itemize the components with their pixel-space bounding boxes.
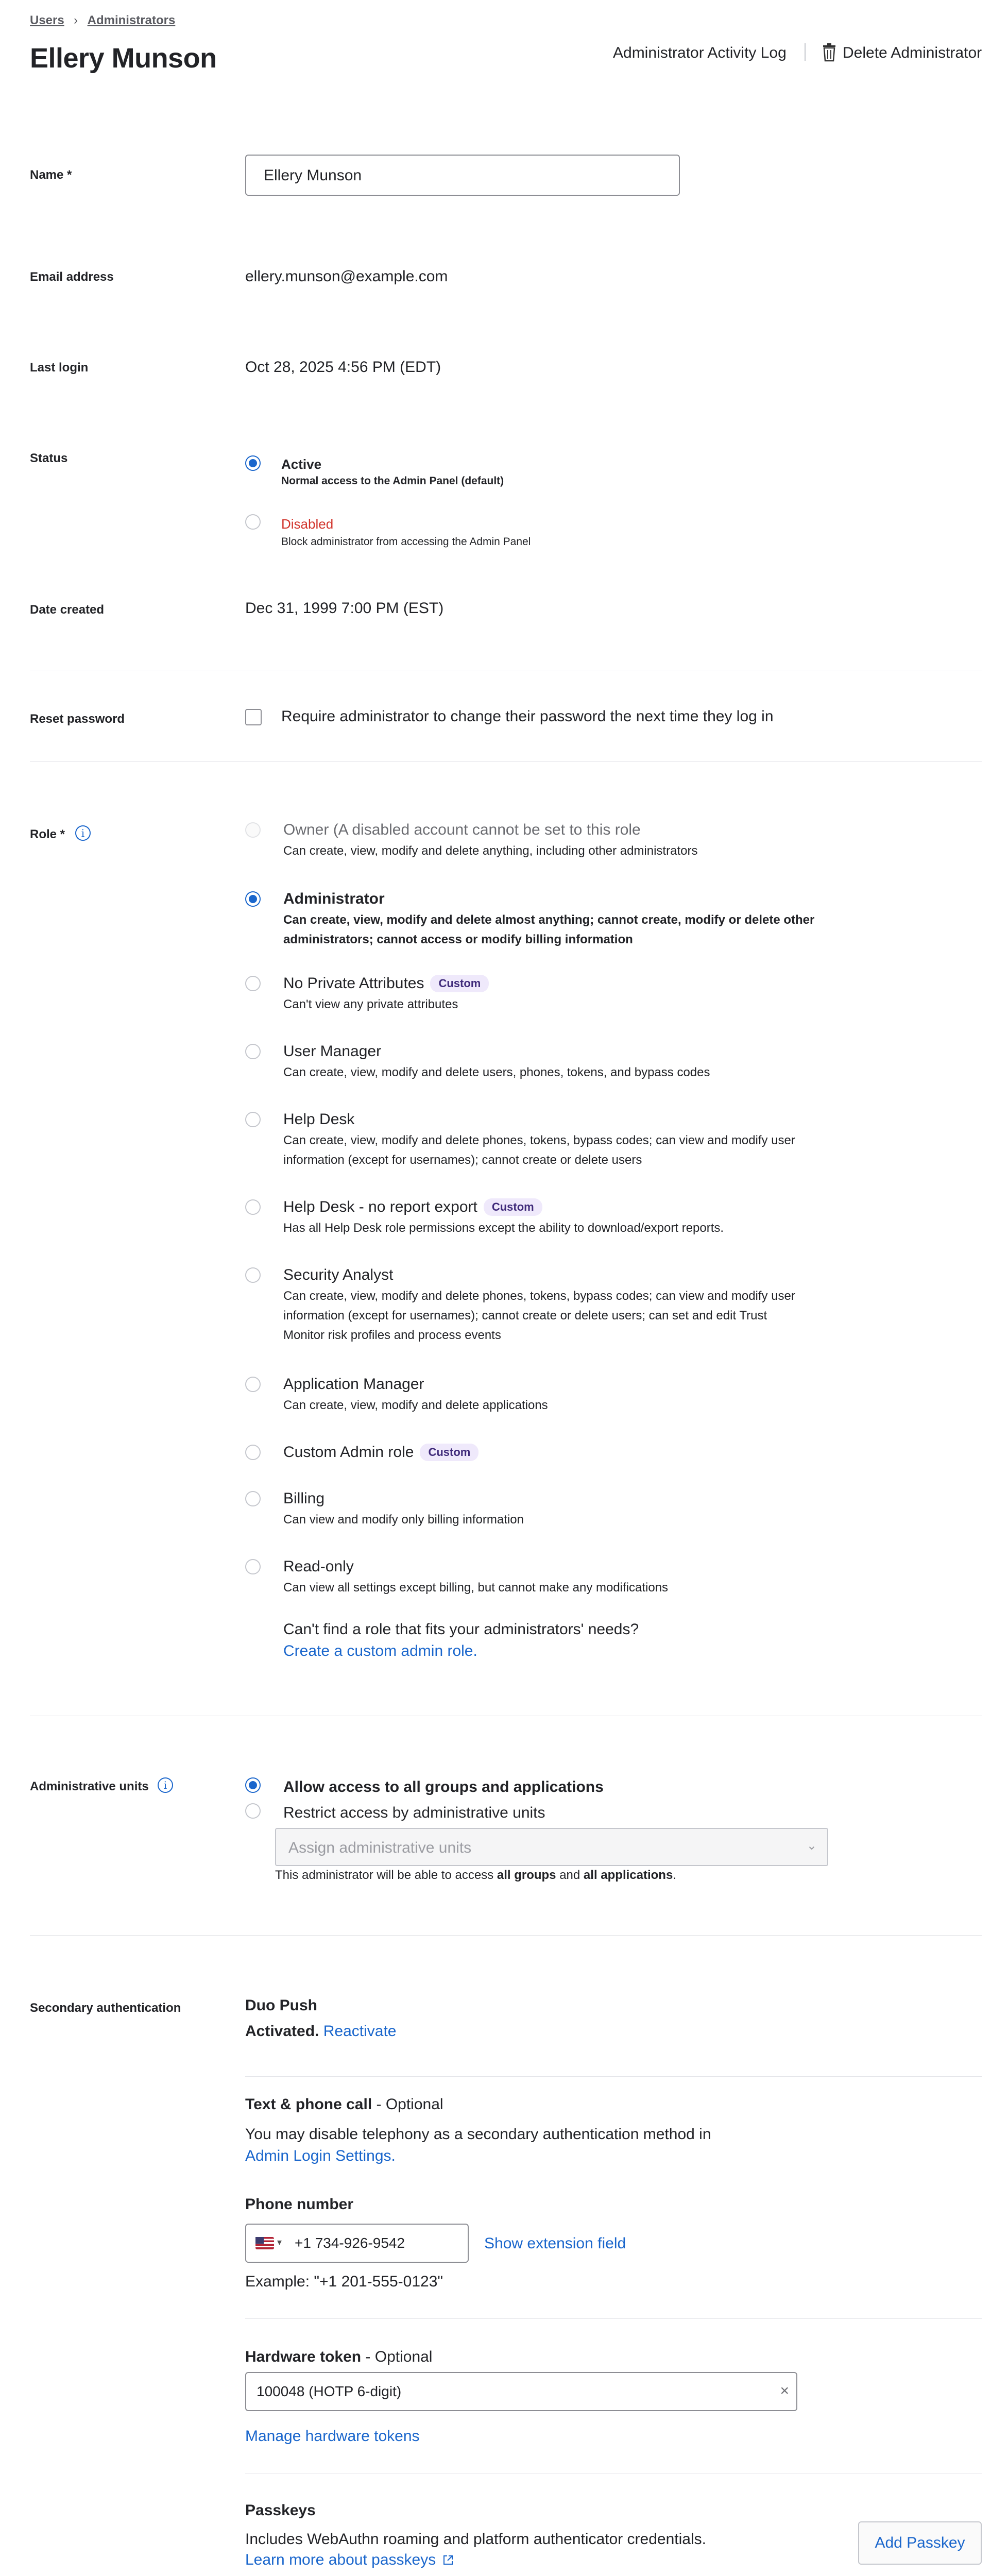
email-value: ellery.munson@example.com: [245, 268, 448, 285]
show-extension-link[interactable]: Show extension field: [484, 2235, 626, 2252]
create-custom-role-link[interactable]: Create a custom admin role.: [283, 1642, 477, 1659]
role-radio[interactable]: [245, 1445, 261, 1460]
role-item-title: [283, 1444, 479, 1461]
text-phone-desc: You may disable telephony as a secondary authentication method in: [245, 2126, 711, 2143]
secondary-auth-label: Secondary authentication: [30, 2001, 181, 2015]
role-item-desc: Can create, view, modify and delete applications: [283, 1398, 548, 1412]
role-item-desc: Can create, view, modify and delete phones, tokens, bypass codes; can view and modify user: [283, 1133, 795, 1147]
role-radio[interactable]: [245, 891, 261, 907]
role-item-desc: Monitor risk profiles and process events: [283, 1328, 501, 1342]
role-title-text: Security Analyst: [283, 1266, 394, 1283]
role-item-desc: Can create, view, modify and delete users, phones, tokens, and bypass codes: [283, 1065, 710, 1079]
breadcrumb: [30, 13, 175, 28]
role-radio[interactable]: [245, 1491, 261, 1506]
text-phone-title: Text & phone call - Optional: [245, 2096, 443, 2113]
role-radio[interactable]: [245, 1267, 261, 1283]
last-login-label: Last login: [30, 361, 89, 375]
role-item-title: [283, 1376, 424, 1393]
role-item-desc: Can view all settings except billing, but cannot make any modifications: [283, 1581, 669, 1595]
role-title-text: Billing: [283, 1490, 325, 1507]
status-disabled-desc: Block administrator from accessing the Admin Panel: [281, 536, 531, 548]
reset-password-checkbox[interactable]: [245, 709, 262, 725]
role-item-title: [283, 1490, 324, 1507]
role-item-title: [283, 1043, 381, 1060]
role-radio[interactable]: [245, 1112, 261, 1127]
assign-admin-units-select[interactable]: [275, 1828, 828, 1866]
phone-example-text: Example: "+1 201-555-0123": [245, 2273, 443, 2290]
hardware-token-title: Hardware token - Optional: [245, 2348, 433, 2365]
role-item-desc: Can create, view, modify and delete almost anything; cannot create, modify or delete other: [283, 913, 815, 927]
hardware-token-select[interactable]: [245, 2372, 797, 2411]
header-divider: [805, 43, 806, 61]
country-dropdown-icon[interactable]: ▾: [277, 2237, 282, 2247]
custom-badge: Custom: [430, 975, 489, 992]
admin-units-note: This administrator will be able to access all groups and all applications.: [275, 1868, 676, 1882]
email-label: Email address: [30, 270, 114, 284]
breadcrumb-separator-icon: ›: [74, 13, 78, 27]
status-disabled-radio[interactable]: [245, 514, 261, 530]
phone-number-input[interactable]: [245, 2224, 469, 2263]
role-title-text: User Manager: [283, 1043, 382, 1060]
admin-units-allow-label: Allow access to all groups and applications: [283, 1778, 604, 1795]
role-item-title: [283, 1111, 354, 1128]
role-radio[interactable]: [245, 1377, 261, 1392]
role-item-desc: Can create, view, modify and delete anything, including other administrators: [283, 844, 698, 858]
role-title-text: Administrator: [283, 890, 385, 907]
reset-password-label: Reset password: [30, 712, 125, 726]
clear-icon[interactable]: ×: [780, 2382, 789, 2399]
breadcrumb-administrators-link[interactable]: Administrators: [87, 13, 176, 27]
admin-units-label: Administrative units: [30, 1780, 149, 1793]
learn-more-passkeys[interactable]: [245, 2551, 454, 2569]
role-item-desc: administrators; cannot access or modify billing information: [283, 933, 633, 946]
delete-administrator-button[interactable]: Delete Administrator: [843, 44, 982, 61]
role-item-desc: information (except for usernames); cannot create or delete users: [283, 1153, 642, 1167]
divider: [30, 1935, 982, 1936]
reactivate-link[interactable]: Reactivate: [323, 2023, 397, 2040]
role-item-title: [283, 975, 489, 992]
date-created-value: Dec 31, 1999 7:00 PM (EST): [245, 600, 444, 617]
role-title-text: Read-only: [283, 1558, 354, 1575]
role-item-title: [283, 890, 385, 908]
hardware-token-value: 100048 (HOTP 6-digit): [257, 2383, 402, 2399]
status-active-title: Active: [281, 456, 322, 472]
role-item-desc: information (except for usernames); cannot create or delete users; can set and edit Trust: [283, 1309, 767, 1323]
role-title-text: Help Desk: [283, 1111, 355, 1128]
role-title-text: Help Desk - no report export: [283, 1198, 477, 1215]
last-login-value: Oct 28, 2025 4:56 PM (EDT): [245, 359, 441, 376]
assign-admin-units-placeholder: Assign administrative units: [288, 1839, 472, 1856]
admin-units-allow-radio[interactable]: [245, 1777, 261, 1793]
role-item-title: [283, 1266, 393, 1284]
name-input-value: Ellery Munson: [264, 167, 362, 184]
phone-number-label: Phone number: [245, 2196, 354, 2213]
external-link-icon: [442, 2554, 454, 2566]
reset-password-text: Require administrator to change their password the next time they log in: [281, 708, 774, 725]
passkeys-title: Passkeys: [245, 2502, 316, 2519]
divider: [245, 2318, 982, 2319]
cant-find-role-text: Can't find a role that fits your administrators' needs?: [283, 1621, 639, 1638]
role-info-icon[interactable]: i: [75, 825, 91, 841]
admin-units-restrict-radio[interactable]: [245, 1803, 261, 1819]
activity-log-link[interactable]: Administrator Activity Log: [613, 44, 787, 61]
status-label: Status: [30, 451, 68, 465]
role-label: Role *: [30, 827, 65, 841]
name-input[interactable]: [245, 155, 680, 196]
status-disabled-title: Disabled: [281, 516, 334, 532]
trash-icon[interactable]: [822, 43, 836, 62]
add-passkey-button[interactable]: Add Passkey: [858, 2521, 982, 2565]
duo-push-title: Duo Push: [245, 1997, 317, 2014]
admin-login-settings-link[interactable]: Admin Login Settings.: [245, 2147, 396, 2164]
role-radio[interactable]: [245, 1044, 261, 1059]
date-created-label: Date created: [30, 603, 105, 617]
role-radio[interactable]: [245, 976, 261, 991]
us-flag-icon[interactable]: [255, 2237, 274, 2249]
phone-number-value: +1 734-926-9542: [295, 2235, 405, 2251]
custom-badge: Custom: [420, 1444, 479, 1461]
role-item-title: [283, 1558, 354, 1575]
role-title-text: Custom Admin role: [283, 1444, 414, 1461]
duo-push-status: Activated. Reactivate: [245, 2023, 397, 2040]
status-active-radio[interactable]: [245, 455, 261, 471]
role-radio[interactable]: [245, 1199, 261, 1215]
role-item-desc: Can't view any private attributes: [283, 997, 458, 1011]
role-item-desc: Can view and modify only billing information: [283, 1513, 524, 1527]
breadcrumb-users-link[interactable]: Users: [30, 13, 64, 27]
divider: [245, 2076, 982, 2077]
admin-units-restrict-label: Restrict access by administrative units: [283, 1804, 545, 1821]
manage-hardware-tokens-link[interactable]: Manage hardware tokens: [245, 2428, 420, 2445]
role-item-desc: Can create, view, modify and delete phones, tokens, bypass codes; can view and modify user: [283, 1289, 795, 1303]
admin-units-info-icon[interactable]: i: [158, 1777, 173, 1793]
role-title-text: No Private Attributes: [283, 975, 424, 992]
page-title: Ellery Munson: [30, 43, 217, 74]
role-radio: [245, 822, 261, 838]
name-label: Name *: [30, 168, 72, 182]
role-title-text: Owner (A disabled account cannot be set to this role: [283, 821, 641, 838]
custom-badge: Custom: [484, 1198, 542, 1216]
role-item-title: [283, 821, 641, 839]
role-item-desc: Has all Help Desk role permissions except the ability to download/export reports.: [283, 1221, 724, 1235]
passkeys-desc: Includes WebAuthn roaming and platform authenticator credentials.: [245, 2531, 706, 2548]
learn-more-passkeys-link[interactable]: Learn more about passkeys: [245, 2551, 436, 2568]
chevron-down-icon: ⌄: [806, 1839, 817, 1853]
status-active-desc: Normal access to the Admin Panel (default): [281, 475, 504, 487]
role-radio[interactable]: [245, 1559, 261, 1574]
divider: [30, 761, 982, 762]
role-title-text: Application Manager: [283, 1376, 424, 1393]
role-item-title: [283, 1198, 542, 1216]
